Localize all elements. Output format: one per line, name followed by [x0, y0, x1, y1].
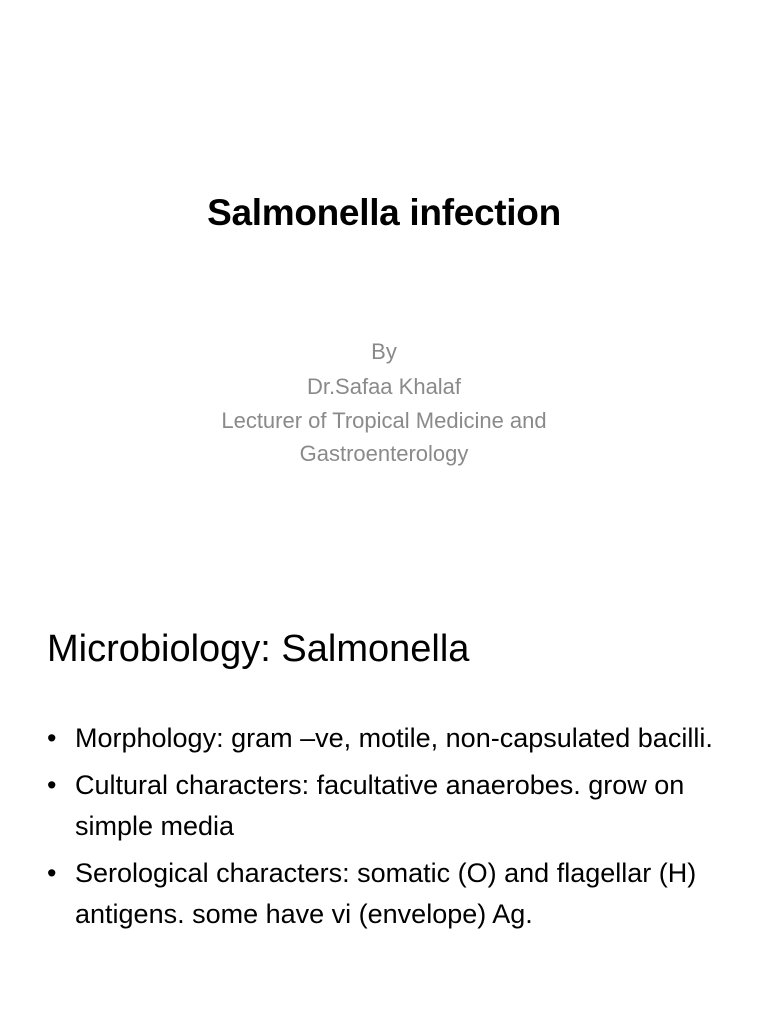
- bullet-icon: •: [47, 723, 57, 753]
- bullet-icon: •: [47, 770, 57, 800]
- bullet-item: [47, 765, 737, 847]
- bullet-icon: •: [47, 858, 57, 888]
- bullet-text: Morphology: gram –ve, motile, non-capsulated bacilli.: [75, 723, 713, 753]
- content-slide: [0, 576, 768, 1024]
- slide-title: Salmonella infection: [207, 192, 561, 233]
- slide-subtitle: [140, 334, 628, 470]
- slide-heading: Microbiology: Salmonella: [47, 628, 470, 670]
- bullet-text: Serological characters: somatic (O) and flagellar (H) antigens. some have vi (envelope) Ag.: [75, 858, 697, 929]
- bullet-text: Cultural characters: facultative anaerobes. grow on simple media: [75, 770, 685, 841]
- bullet-item: [47, 853, 737, 935]
- bullet-list: [47, 718, 737, 941]
- author-name: Dr.Safaa Khalaf: [306, 374, 462, 399]
- by-line: By: [371, 339, 397, 364]
- bullet-item: [47, 718, 737, 759]
- author-role: Lecturer of Tropical Medicine and Gastroenterology: [221, 408, 547, 466]
